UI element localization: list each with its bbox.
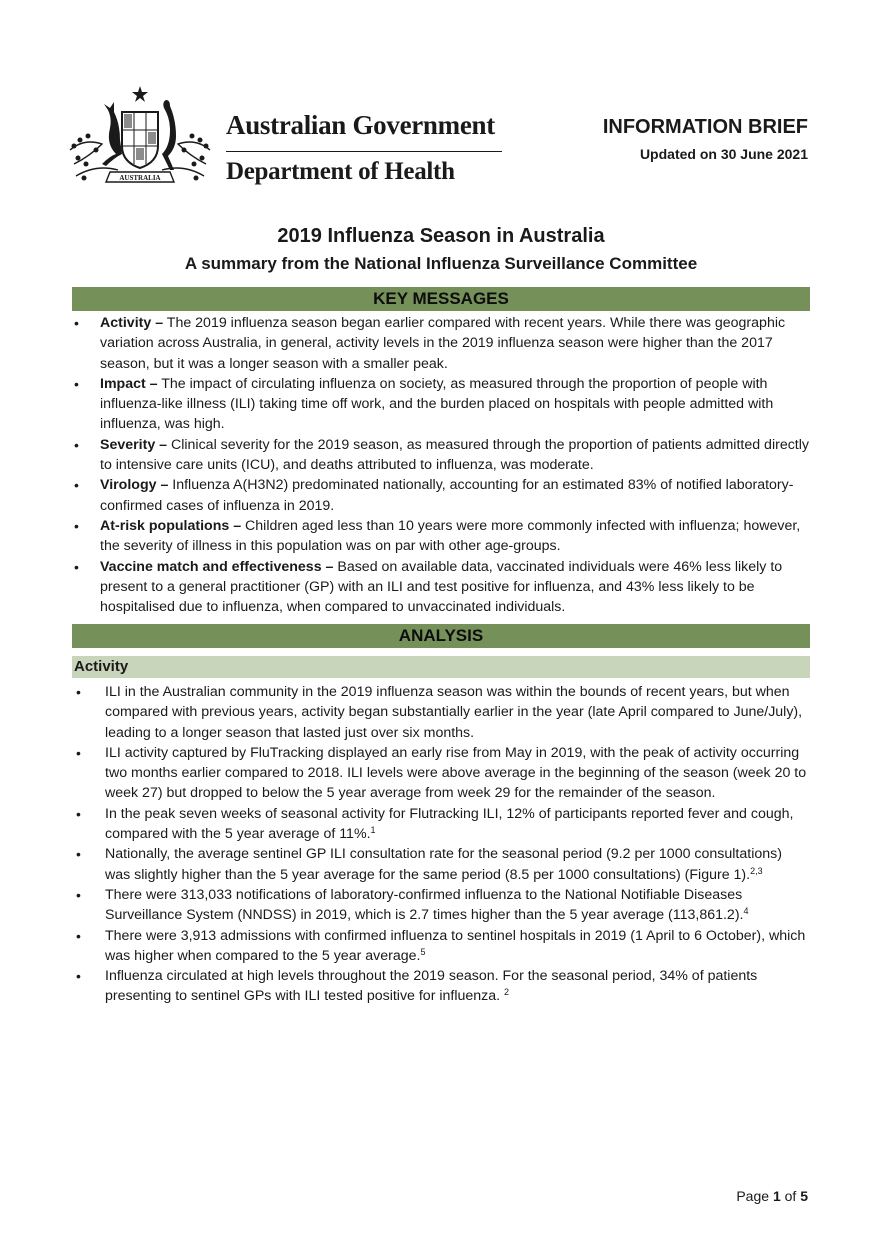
item-text: ILI in the Australian community in the 2019 influenza season was within the bounds of recent years, but when compared with previous years, activity began substantially earlier in the year (late April compared to June/July), leading to a longer season that lasted just over six months. [105, 684, 803, 741]
footnote-ref: 2,3 [750, 865, 763, 876]
item-text: The impact of circulating influenza on society, as measured through the proportion of people with influenza-like illness (ILI) taking time off work, and the burden placed on hospitals with people admitted with influenza, was high. [100, 375, 774, 433]
analysis-heading: ANALYSIS [72, 624, 810, 648]
list-item [72, 743, 810, 804]
item-text: Clinical severity for the 2019 season, as measured through the proportion of patients admitted directly to intensive care units (ICU), and deaths attributed to influenza, was moderate. [100, 436, 809, 474]
item-label: Severity – [100, 436, 168, 453]
item-text: Based on available data, vaccinated individuals were 46% less likely to present to a general practitioner (GP) with an ILI and test positive for influenza, and 43% less likely to be hospitalised due to influenza, when compared to unvaccinated individuals. [100, 558, 783, 616]
key-messages-heading: KEY MESSAGES [72, 287, 810, 311]
item-text: The 2019 influenza season began earlier compared with recent years. While there was geographic variation across Australia, in general, activity levels in the 2019 influenza season were higher than the 2017 season, but it was a longer season with a smaller peak. [100, 315, 786, 372]
page-total: 5 [800, 1188, 808, 1204]
item-label: Impact – [100, 375, 158, 392]
page-number [736, 1188, 808, 1204]
item-text: There were 3,913 admissions with confirmed influenza to sentinel hospitals in 2019 (1 April to 6 October), which was higher when compared to the 5 year average. [105, 927, 806, 964]
page-subtitle: A summary from the National Influenza Surveillance Committee [184, 254, 698, 273]
government-name: Australian Government [226, 110, 495, 140]
crest-motto: AUSTRALIA [119, 174, 161, 182]
item-text: There were 313,033 notifications of laboratory-confirmed influenza to the National Notifiable Diseases Surveillance System (NNDSS) in 2019, which is 2.7 times higher than the 5 year average (113,861.2). [105, 886, 744, 924]
header-divider [226, 151, 502, 152]
footnote-ref: 4 [743, 906, 749, 917]
list-item [72, 844, 810, 885]
list-item [72, 435, 810, 476]
list-item [72, 682, 810, 743]
list-item [72, 475, 810, 516]
footnote-ref: 2 [504, 987, 510, 998]
department-name: Department of Health [226, 158, 455, 185]
item-text: In the peak seven weeks of seasonal activity for Flutracking ILI, 12% of participants reported fever and cough, compared with the 5 year average of 11%. [105, 805, 794, 843]
item-label: At-risk populations – [100, 517, 242, 534]
list-item [72, 516, 810, 557]
item-text: Children aged less than 10 years were more commonly infected with influenza; however, the severity of illness in this population was on par with other age-groups. [100, 517, 801, 555]
key-messages-list [72, 313, 810, 617]
item-text: Influenza A(H3N2) predominated nationally, accounting for an estimated 83% of notified laboratory-confirmed cases of influenza in 2019. [100, 477, 794, 514]
list-item [72, 557, 810, 618]
footnote-ref: 1 [370, 825, 376, 836]
page-title: 2019 Influenza Season in Australia [277, 225, 605, 247]
activity-subheading: Activity [72, 656, 810, 678]
page-prefix: Page [736, 1188, 773, 1204]
list-item [72, 885, 810, 926]
document-type: INFORMATION BRIEF [602, 116, 808, 138]
list-item [72, 374, 810, 435]
list-item [72, 966, 810, 1007]
analysis-list [72, 682, 810, 1007]
page-current: 1 [772, 1188, 781, 1204]
updated-date: Updated on 30 June 2021 [639, 146, 808, 162]
page-of: of [780, 1188, 801, 1204]
footnote-ref: 5 [420, 946, 426, 957]
list-item [72, 804, 810, 845]
list-item [72, 926, 810, 967]
item-text: Influenza circulated at high levels throughout the 2019 season. For the seasonal period, 34% of patients presenting to sentinel GPs with ILI tested positive for influenza. [105, 968, 758, 1005]
item-text: Nationally, the average sentinel GP ILI consultation rate for the seasonal period (9.2 per 1000 consultations) was slightly higher than the 5 year average for the same period (8.5 per 1000 consultations) (Figure 1). [105, 846, 782, 883]
item-label: Virology – [100, 477, 169, 494]
item-label: Vaccine match and effectiveness – [100, 558, 334, 575]
item-label: Activity – [100, 315, 164, 331]
item-text: ILI activity captured by FluTracking displayed an early rise from May in 2019, with the peak of activity occurring two months earlier compared to 2018. ILI levels were above average in the beginning of the season (week 20 to week 27) but dropped to below the 5 year average from week 29 for the remainder of the season. [105, 744, 807, 802]
list-item [72, 313, 810, 374]
coat-of-arms-icon [66, 84, 214, 196]
